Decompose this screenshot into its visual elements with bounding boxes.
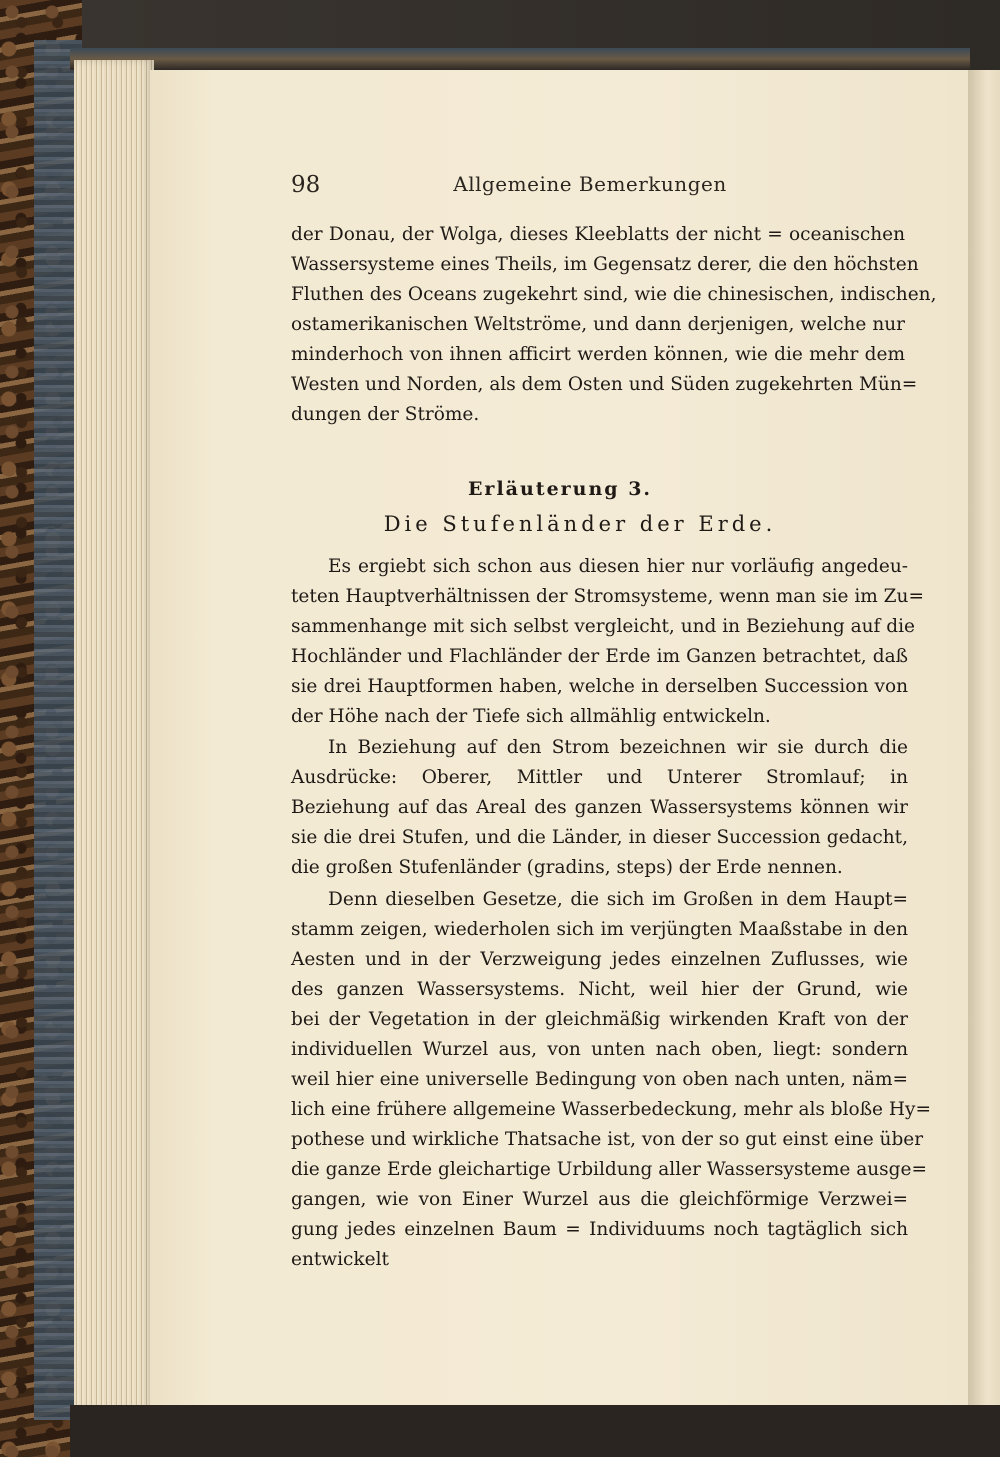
text-line: pothese und wirkliche Thatsache ist, von der so gut einst eine über	[291, 1129, 924, 1150]
text-line: Denn dieselben Gesetze, die sich im Großen in dem Haupt=	[328, 889, 908, 910]
text-line: stamm zeigen, wiederholen sich im verjüngten Maaßstabe in den	[291, 919, 908, 940]
text-line: des ganzen Wassersystems. Nicht, weil hier der Grund, wie	[291, 979, 908, 1000]
page-stack-edges	[74, 60, 154, 1410]
running-head: Allgemeine Bemerkungen	[453, 172, 727, 196]
text-line: dungen der Ströme.	[291, 404, 480, 425]
text-line: Fluthen des Oceans zugekehrt sind, wie die chinesischen, indischen,	[291, 284, 937, 305]
text-line: ostamerikanischen Weltströme, und dann derjenigen, welche nur	[291, 314, 905, 335]
text-line: In Beziehung auf den Strom bezeichnen wir sie durch die	[328, 737, 908, 758]
text-line: weil hier eine universelle Bedingung von oben nach unten, näm=	[291, 1069, 908, 1090]
text-line: individuellen Wurzel aus, von unten nach oben, liegt: sondern	[291, 1039, 908, 1060]
text-line: der Höhe nach der Tiefe sich allmählig entwickeln.	[291, 706, 771, 727]
text-line: Wassersysteme eines Theils, im Gegensatz derer, die den höchsten	[291, 254, 919, 275]
text-line: bei der Vegetation in der gleichmäßig wirkenden Kraft von der	[291, 1009, 908, 1030]
section-subheading: Die Stufenländer der Erde.	[383, 512, 777, 536]
text-line: lich eine frühere allgemeine Wasserbedeckung, mehr als bloße Hy=	[291, 1099, 931, 1120]
text-line: teten Hauptverhältnissen der Stromsysteme, wenn man sie im Zu=	[291, 586, 924, 607]
text-line: sie die drei Stufen, und die Länder, in dieser Succession gedacht,	[291, 827, 908, 848]
text-line: die großen Stufenländer (gradins, steps) der Erde nennen.	[291, 857, 843, 878]
facing-page-edge	[968, 70, 1000, 1410]
text-line: gangen, wie von Einer Wurzel aus die gleichförmige Verzwei=	[291, 1189, 908, 1210]
text-line: die ganze Erde gleichartige Urbildung aller Wassersysteme ausge=	[291, 1159, 927, 1180]
page-number: 98	[291, 172, 321, 198]
text-line: minderhoch von ihnen afficirt werden können, wie die mehr dem	[291, 344, 905, 365]
text-line: entwickelt	[291, 1249, 389, 1270]
text-line: Es ergiebt sich schon aus diesen hier nur vorläufig angedeu-	[328, 556, 908, 577]
text-line: Ausdrücke: Oberer, Mittler und Unterer Stromlauf; in	[291, 767, 908, 788]
bottom-shadow	[70, 1405, 1000, 1457]
text-line: Aesten und in der Verzweigung jedes einzelnen Zuflusses, wie	[291, 949, 908, 970]
top-edge-band	[70, 48, 970, 70]
text-line: Hochländer und Flachländer der Erde im Ganzen betrachtet, daß	[291, 646, 908, 667]
text-line: sammenhange mit sich selbst vergleicht, und in Beziehung auf die	[291, 616, 915, 637]
text-line: Westen und Norden, als dem Osten und Süden zugekehrten Mün=	[291, 374, 918, 395]
text-line: gung jedes einzelnen Baum = Individuums noch tagtäglich sich	[291, 1219, 908, 1240]
text-line: Beziehung auf das Areal des ganzen Wassersystems können wir	[291, 797, 908, 818]
text-line: der Donau, der Wolga, dieses Kleeblatts der nicht = oceanischen	[291, 224, 905, 245]
text-line: sie drei Hauptformen haben, welche in derselben Succession von	[291, 676, 908, 697]
section-heading: Erläuterung 3.	[467, 478, 653, 500]
